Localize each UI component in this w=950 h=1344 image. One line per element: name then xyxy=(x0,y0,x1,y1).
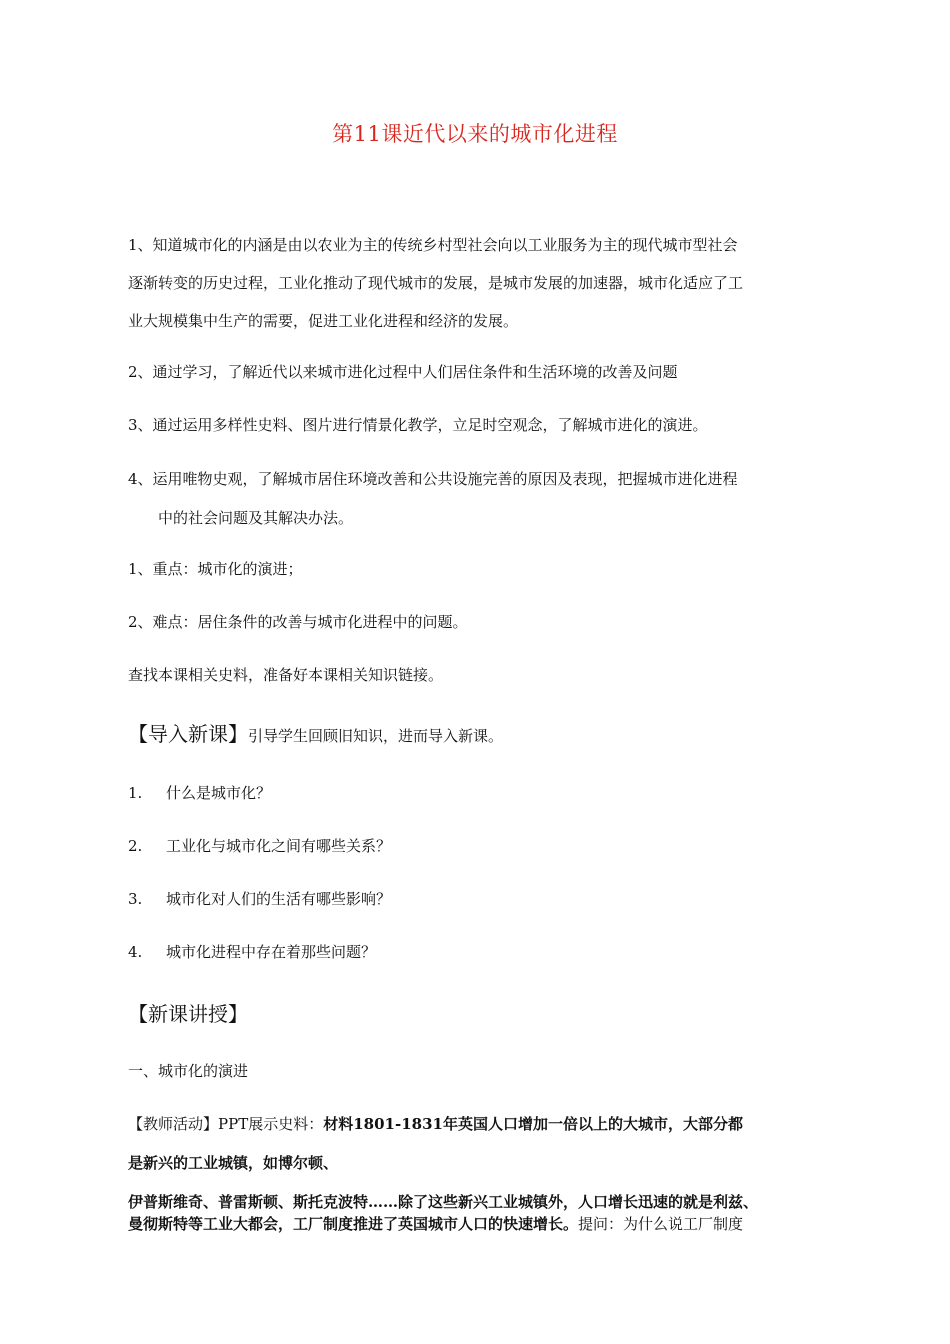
objective-2: 2、通过学习，了解近代以来城市进化过程中人们居住条件和生活环境的改善及问题 xyxy=(128,363,678,381)
objective-1-line-3: 业大规模集中生产的需要，促进工业化进程和经济的发展。 xyxy=(128,312,519,330)
list-item xyxy=(128,888,391,909)
objective-4-line-2: 中的社会问题及其解决办法。 xyxy=(158,509,354,527)
list-number: 2. xyxy=(128,837,143,855)
list-number: 4. xyxy=(128,943,143,961)
material-line-3: 伊普斯维奇、普雷斯顿、斯托克波特……除了这些新兴工业城镇外，人口增长迅速的就是利兹、 xyxy=(128,1193,759,1211)
intro-text: 引导学生回顾旧知识，进而导入新课。 xyxy=(248,727,504,745)
material-line-2: 是新兴的工业城镇，如博尔顿、 xyxy=(128,1154,339,1172)
objective-4-line-1: 4、运用唯物史观，了解城市居住环境改善和公共设施完善的原因及表现，把握城市进化进程 xyxy=(128,470,738,488)
intro-paragraph xyxy=(128,718,503,747)
list-text: 城市化对人们的生活有哪些影响？ xyxy=(166,890,392,908)
objective-1-line-1: 1、知道城市化的内涵是由以农业为主的传统乡村型社会向以工业服务为主的现代城市型社会 xyxy=(128,236,738,254)
activity-label: 【教师活动】 xyxy=(128,1115,219,1133)
list-item xyxy=(128,835,391,856)
ppt-label: PPT展示史料： xyxy=(218,1115,324,1133)
list-text: 什么是城市化？ xyxy=(166,784,272,802)
list-text: 工业化与城市化之间有哪些关系？ xyxy=(166,837,392,855)
difficult-point: 2、难点：居住条件的改善与城市化进程中的问题。 xyxy=(128,613,468,631)
material-line-4 xyxy=(128,1213,743,1234)
material-text: 曼彻斯特等工业大都会，工厂制度推进了英国城市人口的快速增长。 xyxy=(128,1215,579,1233)
teacher-activity xyxy=(128,1113,743,1134)
intro-heading: 【导入新课】 xyxy=(128,722,248,746)
question-text: 提问：为什么说工厂制度 xyxy=(578,1215,744,1233)
preparation: 查找本课相关史料，准备好本课相关知识链接。 xyxy=(128,666,444,684)
objective-3: 3、通过运用多样性史料、图片进行情景化教学，立足时空观念，了解城市进化的演进。 xyxy=(128,416,708,434)
list-number: 3. xyxy=(128,890,143,908)
list-text: 城市化进程中存在着那些问题？ xyxy=(166,943,377,961)
key-point: 1、重点：城市化的演进； xyxy=(128,560,303,578)
material-text: 材料1801-1831年英国人口增加一倍以上的大城市，大部分都 xyxy=(323,1115,743,1133)
list-item xyxy=(128,941,376,962)
section-heading: 一、城市化的演进 xyxy=(128,1062,249,1080)
list-number: 1. xyxy=(128,784,143,802)
page-title: 第11课近代以来的城市化进程 xyxy=(332,122,618,146)
new-lesson-heading: 【新课讲授】 xyxy=(128,1002,248,1026)
objective-1-line-2: 逐渐转变的历史过程，工业化推动了现代城市的发展，是城市发展的加速器，城市化适应了工 xyxy=(128,274,744,292)
list-item xyxy=(128,782,271,803)
